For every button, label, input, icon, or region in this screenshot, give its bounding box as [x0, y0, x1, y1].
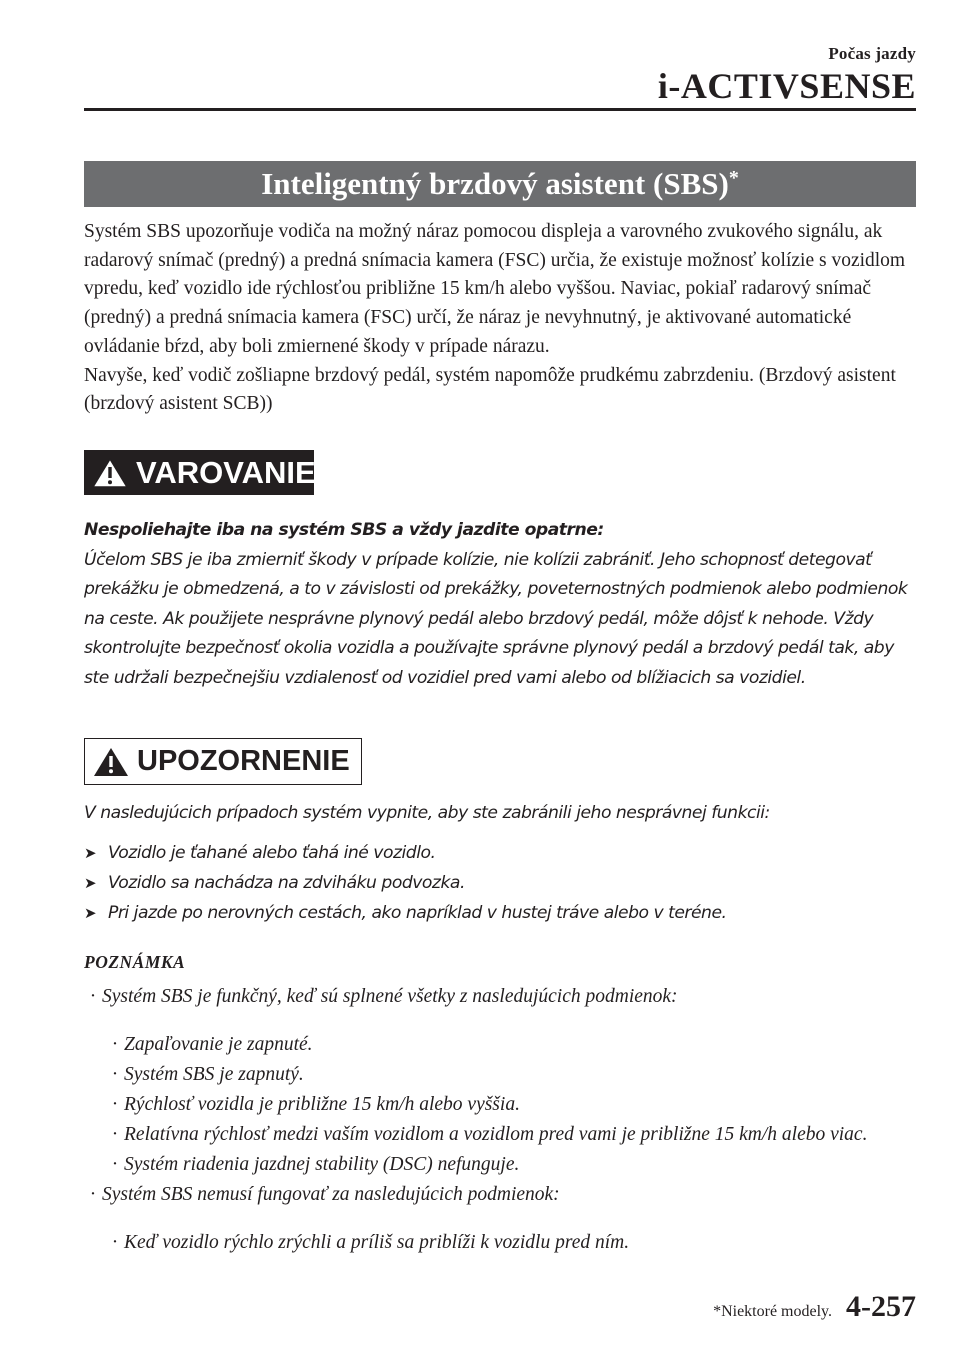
list-item: · Keď vozidlo rýchlo zrýchli a príliš sa priblíži k vozidlu pred ním. [111, 1232, 630, 1253]
list-item: ➤ Vozidlo sa nachádza na zdviháku podvozka. [84, 868, 920, 898]
intro-text [84, 218, 916, 419]
warning-triangle-icon [92, 458, 128, 488]
section-label: Počas jazdy [828, 44, 916, 63]
warning-label: VAROVANIE [136, 454, 316, 490]
footnote: *Niektoré modely. [713, 1303, 832, 1320]
caution-label: UPOZORNENIE [137, 745, 350, 777]
list-item: · Systém SBS je funkčný, keď sú splnené všetky z nasledujúcich podmienok: [89, 986, 678, 1007]
note-list [84, 984, 900, 1256]
page-title [84, 161, 916, 207]
intro-paragraph: Systém SBS upozorňuje vodiča na možný náraz pomocou displeja a varovného zvukového signálu, ak radarový snímač (predný) a predná snímacia kamera (FSC) určia, že existuje možnosť kolízie s vozidlom vpredu, keď vozidlo ide rýchlosťou približne 15 km/h alebo vyššou. Naviac, pokiaľ radarový snímač (predný) a predná snímacia kamera (FSC) určí, že náraz je nevyhnutný, je aktivované automatické ovládanie bŕzd, aby boli zmiernené škody v prípade nárazu. [84, 221, 906, 357]
chapter-title: i-ACTIVSENSE [657, 66, 916, 106]
note-title: POZNÁMKA [84, 952, 186, 972]
header-divider [84, 108, 916, 111]
warning-badge [84, 450, 314, 495]
warning-heading: Nespoliehajte iba na systém SBS a vždy jazdite opatrne: [84, 520, 604, 540]
caution-badge [84, 738, 362, 785]
arrow-bullet-icon: ➤ [84, 904, 97, 922]
page-number: 4-257 [846, 1290, 916, 1323]
list-item: ➤ Pri jazde po nerovných cestách, ako napríklad v hustej tráve alebo v teréne. [84, 898, 920, 928]
running-header [658, 44, 916, 104]
page-title-text: Inteligentný brzdový asistent (SBS) [261, 166, 729, 201]
warning-text [84, 516, 916, 693]
list-item: · Relatívna rýchlosť medzi vaším vozidlom a vozidlom pred vami je približne 15 km/h alebo viac. [111, 1124, 868, 1145]
list-item: · Zapaľovanie je zapnuté. [111, 1034, 313, 1055]
arrow-bullet-icon: ➤ [84, 874, 97, 892]
page-footer [713, 1290, 916, 1324]
list-item: · Systém SBS je zapnutý. [111, 1064, 304, 1085]
list-item: · Rýchlosť vozidla je približne 15 km/h alebo vyššia. [111, 1094, 520, 1115]
intro-paragraph: Navyše, keď vodič zošliapne brzdový pedál, systém napomôže prudkému zabrzdeniu. (Brzdový asistent (brzdový asistent SCB)) [84, 364, 896, 415]
list-item: ➤ Vozidlo je ťahané alebo ťahá iné vozidlo. [84, 838, 920, 868]
caution-intro: V nasledujúcich prípadoch systém vypnite, aby ste zabránili jeho nesprávnej funkcii: [84, 803, 770, 823]
arrow-bullet-icon: ➤ [84, 844, 97, 862]
list-item: · Systém riadenia jazdnej stability (DSC) nefunguje. [111, 1154, 520, 1175]
list-item: · Systém SBS nemusí fungovať za nasledujúcich podmienok: [89, 1184, 560, 1205]
caution-triangle-icon [93, 747, 129, 777]
caution-list [84, 838, 920, 928]
warning-body: Účelom SBS je iba zmierniť škody v prípade kolízie, nie kolízii zabrániť. Jeho schopnosť detegovať prekážku je obmedzená, a to v závislosti od prekážky, poveternostných podmienok alebo podmienok na ceste. Ak použijete nesprávne plynový pedál alebo brzdový pedál, môže dôjsť k nehode. Vždy skontrolujte bezpečnosť okolia vozidla a používajte správne plynový pedál a brzdový pedál tak, aby ste udržali bezpečnejšiu vzdialenosť od vozidiel pred vami alebo od blížiacich sa vozidiel. [84, 549, 908, 688]
footnote-marker: * [728, 167, 739, 189]
